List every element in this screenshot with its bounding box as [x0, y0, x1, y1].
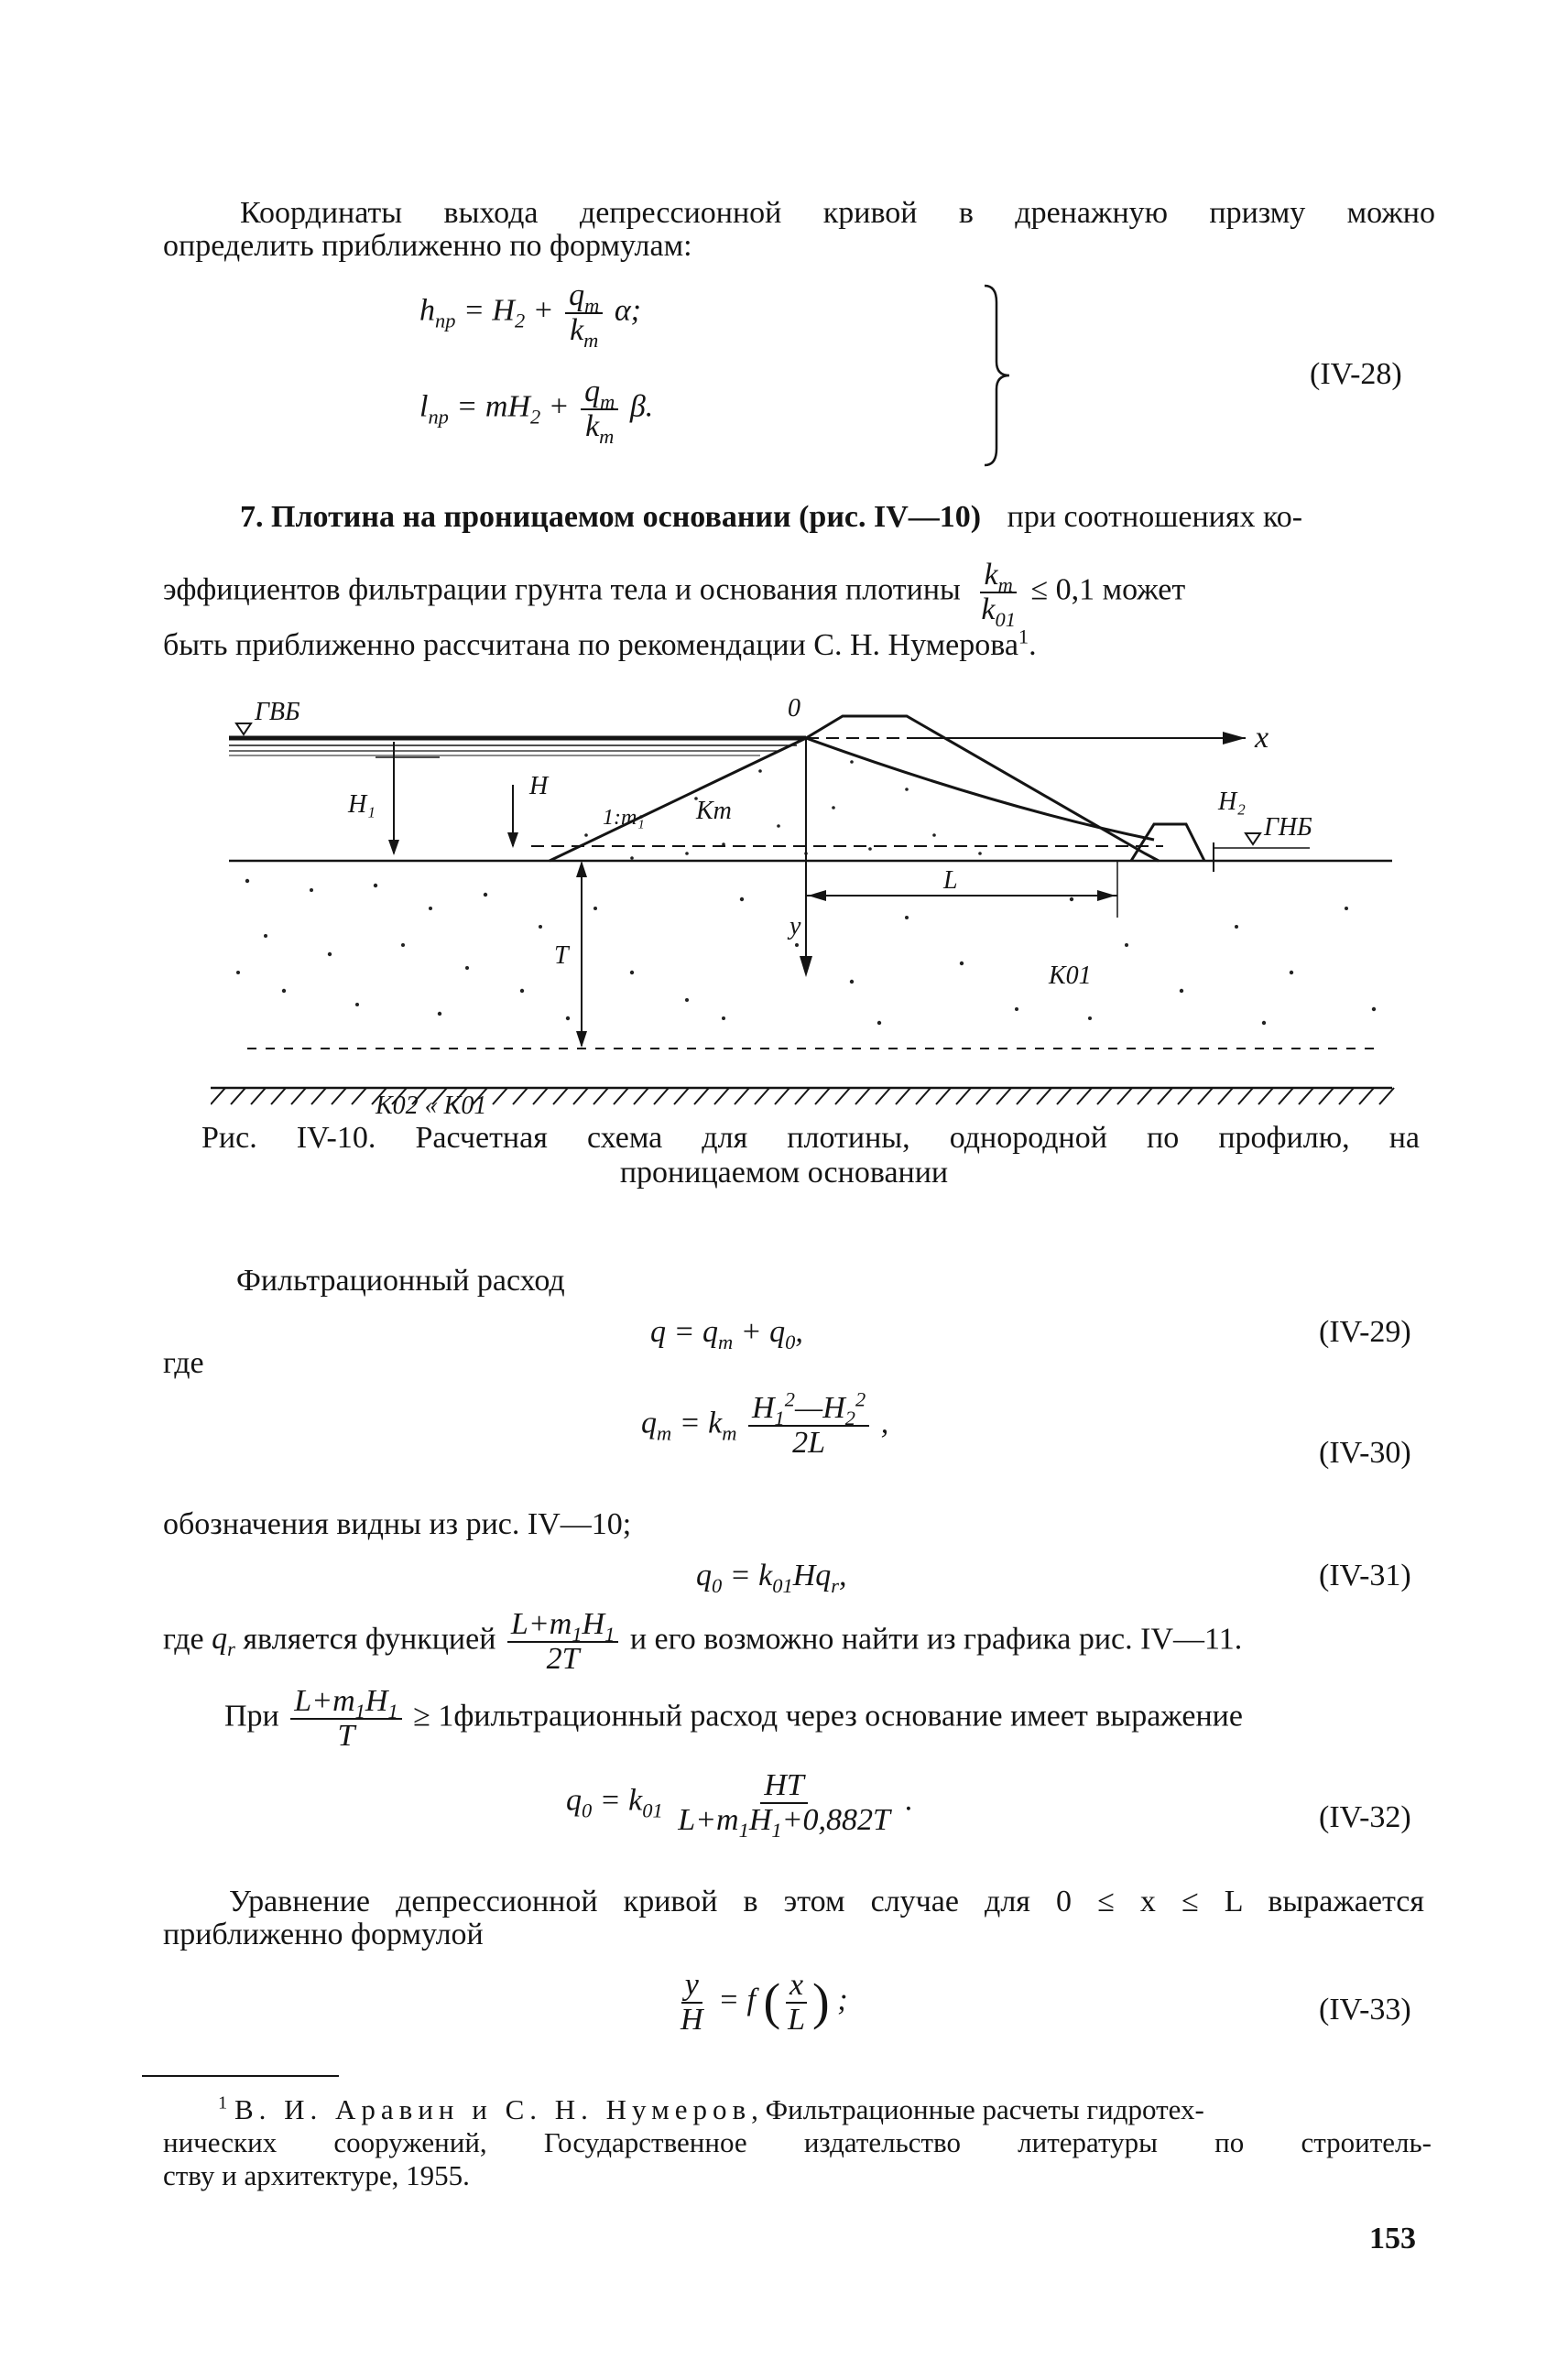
drain-prism: [1131, 824, 1204, 861]
paragraph-text: ≥ 1фильтрационный расход через основание имеет выражение: [413, 1699, 1243, 1733]
label-k02: K02 « K01: [376, 1092, 487, 1119]
equation-number: (IV-33): [1319, 1993, 1411, 2027]
paragraph-line: обозначения видны из рис. IV—10;: [163, 1507, 632, 1541]
section-7-line-1: [240, 500, 1435, 535]
paragraph-text: и его возможно найти из графика рис. IV—11.: [629, 1622, 1243, 1657]
footnote-mark: 1: [1018, 625, 1029, 648]
paragraph-text: При: [224, 1699, 279, 1733]
paragraph-text: где: [163, 1622, 204, 1657]
paragraph-line: При $\frac{L+m_1H_1}{T}$ ≥ 1фильтрационный расход через основание имеет выражение: [224, 1684, 1243, 1753]
section-7-text: быть приближенно рассчитана по рекомендации С. Н. Нумерова: [163, 628, 1018, 662]
section-7-text: при соотношениях ко-: [1007, 500, 1303, 534]
label-x: x: [1255, 721, 1269, 755]
label-k01: K01: [1049, 962, 1092, 990]
formula-q-t: $q_т = k_т$ $\frac{H_1^2—H_2^2}{2L}$ ,: [641, 1387, 889, 1460]
label-o: 0: [788, 698, 800, 723]
paragraph-line: приближенно формулой: [163, 1918, 484, 1951]
formula-q0: $q_0 = k_{01}Hq_r$,: [696, 1559, 847, 1597]
section-7-text: эффициентов фильтрации грунта тела и основания плотины: [163, 572, 961, 607]
footnote-line: ству и архитектуре, 1955.: [163, 2159, 470, 2191]
label-h1: H₁: [348, 790, 376, 819]
equation-number: (IV-31): [1319, 1559, 1411, 1592]
paragraph-line: Уравнение депрессионной кривой в этом случае для 0 ≤ x ≤ L выражается: [229, 1885, 1424, 1918]
formula-q: $q = q_т + q_0$,: [650, 1315, 803, 1353]
section-7-text: ≤ 0,1 может: [1030, 572, 1186, 607]
figure-caption: Рис. IV-10. Расчетная схема для плотины, однородной по профилю, на: [201, 1121, 1420, 1155]
label-t: T: [554, 941, 569, 970]
paragraph-line: определить приближенно по формулам:: [163, 229, 692, 263]
formula-depression: $\frac{y}{H}$ = f ( $\frac{x}{L}$ ) ;: [681, 1968, 848, 2037]
section-7-heading: 7. Плотина на проницаемом основании (рис. IV—10): [240, 500, 982, 534]
brace-icon: [980, 284, 1017, 467]
figure-caption: проницаемом основании: [619, 1156, 949, 1190]
footnote-line: [218, 2093, 1204, 2126]
footnote-authors: В. И. Аравин и С. Н. Нумеров: [234, 2093, 752, 2125]
equation-number: (IV-29): [1319, 1315, 1411, 1349]
dam-scheme: [211, 698, 1401, 1119]
equation-number: (IV-32): [1319, 1800, 1411, 1834]
equation-number: (IV-28): [1310, 357, 1402, 391]
label-gnb: ГНБ: [1264, 813, 1312, 842]
formula-q0-base: $q_0 = k_{01}$ $\frac{HT}{L+m_1H_1+0,882T}$ .: [566, 1768, 913, 1842]
label-l: L: [943, 866, 958, 895]
formula-h-pr: $h_{пр} = H_2$ + $\frac{q_т}{k_т}$ α;: [419, 278, 641, 352]
paragraph-line: где $q_r$ является функцией $\frac{L+m_1H_1}{2T}$ и его возможно найти из графика рис. IV—11.: [163, 1607, 1243, 1676]
label-gvb: ГВБ: [255, 698, 300, 726]
section-7-line-2: эффициентов фильтрации грунта тела и основания плотины $\frac{k_т}{k_{01}}$ ≤ 0,1 может: [163, 558, 1186, 631]
label-y: y: [789, 912, 801, 940]
label-m1: 1:m₁: [603, 806, 645, 830]
label-h: H: [529, 772, 549, 800]
formula-l-pr: $l_{пр} = mH_2$ + $\frac{q_т}{k_т}$ β.: [419, 375, 654, 448]
footnote-text: , Фильтрационные расчеты гидротех-: [751, 2093, 1204, 2125]
footnote-line: нических сооружений, Государственное издательство литературы по строитель-: [163, 2126, 1432, 2158]
label-h2: H₂: [1218, 788, 1246, 816]
paragraph-text: является функцией: [243, 1622, 496, 1657]
footnote-mark: 1: [218, 2092, 228, 2114]
equation-number: (IV-30): [1319, 1436, 1411, 1470]
section-7-line-3: быть приближенно рассчитана по рекомендации С. Н. Нумерова$^1$.: [163, 625, 1037, 662]
depression-curve: [806, 738, 1154, 840]
page-number: 153: [1369, 2222, 1416, 2255]
paragraph-line: Координаты выхода депрессионной кривой в дренажную призму можно: [240, 196, 1435, 230]
figure-iv-10: [211, 698, 1401, 1119]
footnote-rule: [142, 2075, 339, 2077]
paragraph-line: где: [163, 1346, 204, 1380]
label-kt: Kт: [696, 797, 732, 825]
paragraph-line: Фильтрационный расход: [236, 1264, 565, 1298]
